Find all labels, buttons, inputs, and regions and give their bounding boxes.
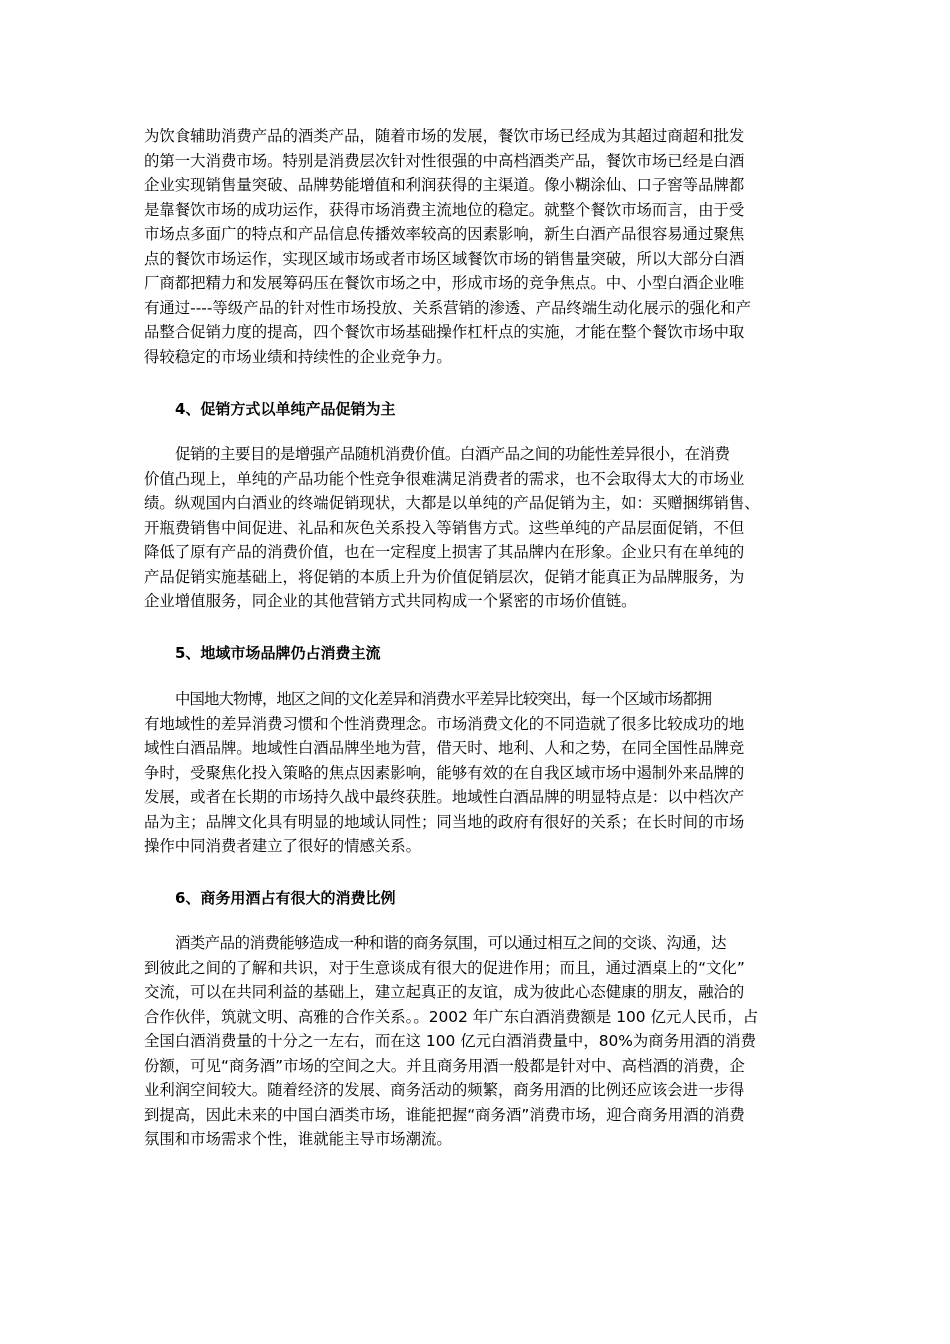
text-line: 酒类产品的消费能够造成一种和谐的商务氛围，可以通过相互之间的交谈、沟通，达 xyxy=(175,934,726,952)
text-line: 操作中同消费者建立了很好的情感关系。 xyxy=(144,837,422,855)
text-line: 交流，可以在共同利益的基础上，建立起真正的友谊，成为彼此心态健康的朋友，融洽的 xyxy=(144,983,745,1001)
paragraph-promotion xyxy=(144,442,760,614)
text-line: 产品促销实施基础上，将促销的本质上升为价值促销层次，促销才能真正为品牌服务，为 xyxy=(144,567,745,586)
text-line: 业利润空间较大。随着经济的发展、商务活动的频繁，商务用酒的比例还应该会进一步得 xyxy=(144,1081,745,1099)
text-line: 有通过----等级产品的针对性市场投放、关系营销的渗透、产品终端生动化展示的强化和产 xyxy=(144,298,752,317)
text-line: 品整合促销力度的提高，四个餐饮市场基础操作杠杆点的实施，才能在整个餐饮市场中取 xyxy=(144,323,745,341)
text-line: 氛围和市场需求个性，谁就能主导市场潮流。 xyxy=(144,1130,452,1148)
text-line: 是靠餐饮市场的成功运作，获得市场消费主流地位的稳定。就整个餐饮市场而言，由于受 xyxy=(144,200,745,219)
text-line: 中国地大物博，地区之间的文化差异和消费水平差异比较突出，每一个区域市场都拥 xyxy=(175,690,712,708)
text-line: 合作伙伴，筑就文明、高雅的合作关系。。2002 年广东白酒消费额是 100 亿元人民币，占 xyxy=(144,1007,759,1026)
text-line: 争时，受聚焦化投入策略的焦点因素影响，能够有效的在自我区域市场中遏制外来品牌的 xyxy=(144,763,745,782)
section-heading-5: 5、地域市场品牌仍占消费主流 xyxy=(175,644,381,662)
text-line: 有地域性的差异消费习惯和个性消费理念。市场消费文化的不同造就了很多比较成功的地 xyxy=(144,714,745,733)
text-line: 点的餐饮市场运作，实现区域市场或者市场区域餐饮市场的销售量突破，所以大部分白酒 xyxy=(144,249,745,268)
section-heading-6: 6、商务用酒占有很大的消费比例 xyxy=(175,889,396,907)
text-line: 开瓶费销售中间促进、礼品和灰色关系投入等销售方式。这些单纯的产品层面促销，不但 xyxy=(144,518,745,537)
text-line: 的第一大消费市场。特别是消费层次针对性很强的中高档酒类产品，餐饮市场已经是白酒 xyxy=(144,151,745,170)
text-line: 企业增值服务，同企业的其他营销方式共同构成一个紧密的市场价值链。 xyxy=(144,592,637,610)
paragraph-business-liquor xyxy=(144,931,758,1152)
text-line: 企业实现销售量突破、品牌势能增值和利润获得的主渠道。像小糊涂仙、口子窖等品牌都 xyxy=(144,176,745,194)
text-line: 发展，或者在长期的市场持久战中最终获胜。地域性白酒品牌的明显特点是：以中档次产 xyxy=(144,788,745,806)
text-line: 降低了原有产品的消费价值，也在一定程度上损害了其品牌内在形象。企业只有在单纯的 xyxy=(144,543,745,561)
text-line: 绩。纵观国内白酒业的终端促销现状，大都是以单纯的产品促销为主，如：买赠捆绑销售、 xyxy=(144,494,760,512)
text-line: 为饮食辅助消费产品的酒类产品，随着市场的发展，餐饮市场已经成为其超过商超和批发 xyxy=(144,127,745,145)
paragraph-catering-market xyxy=(144,124,751,369)
section-heading-4: 4、促销方式以单纯产品促销为主 xyxy=(175,400,396,418)
text-line: 得较稳定的市场业绩和持续性的企业竞争力。 xyxy=(144,347,452,366)
text-line: 域性白酒品牌。地域性白酒品牌坐地为营，借天时、地利、人和之势，在同全国性品牌竞 xyxy=(144,739,745,757)
text-line: 品为主；品牌文化具有明显的地域认同性；同当地的政府有很好的关系；在长时间的市场 xyxy=(144,812,745,831)
text-line: 促销的主要目的是增强产品随机消费价值。白酒产品之间的功能性差异很小，在消费 xyxy=(175,445,730,463)
text-line: 厂商都把精力和发展筹码压在餐饮市场之中，形成市场的竞争焦点。中、小型白酒企业唯 xyxy=(144,274,745,292)
text-line: 份额，可见“商务酒”市场的空间之大。并且商务用酒一般都是针对中、高档酒的消费，企 xyxy=(144,1056,745,1075)
text-line: 到提高，因此未来的中国白酒类市场，谁能把握“商务酒”消费市场，迎合商务用酒的消费 xyxy=(144,1105,745,1124)
text-line: 市场点多面广的特点和产品信息传播效率较高的因素影响，新生白酒产品很容易通过聚焦 xyxy=(144,225,745,243)
text-line: 到彼此之间的了解和共识，对于生意谈成有很大的促进作用；而且，通过酒桌上的“文化” xyxy=(144,958,745,977)
paragraph-regional-brands xyxy=(144,687,744,859)
text-line: 价值凸现上，单纯的产品功能个性竞争很难满足消费者的需求，也不会取得太大的市场业 xyxy=(144,469,745,488)
text-line: 全国白酒消费量的十分之一左右，而在这 100 亿元白酒消费量中，80%为商务用酒的消费 xyxy=(144,1032,757,1050)
